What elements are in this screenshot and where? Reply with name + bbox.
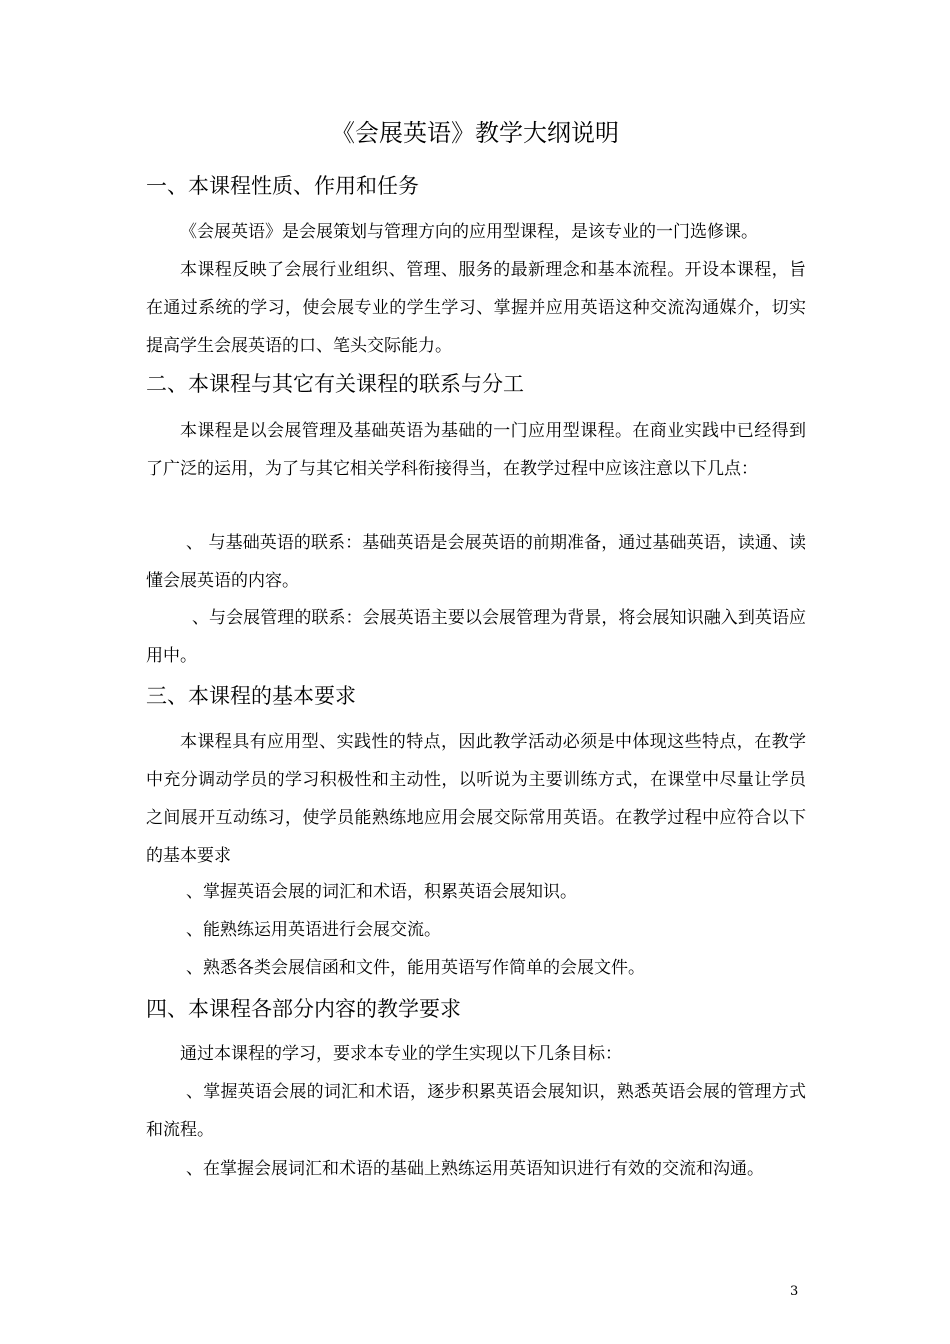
paragraph: 《会展英语》是会展策划与管理方向的应用型课程，是该专业的一门选修课。: [180, 222, 758, 242]
paragraph: 本课程是以会展管理及基础英语为基础的一门应用型课程。在商业实践中已经得到了广泛的运用，为了与其它相关学科衔接得当，在教学过程中应该注意以下几点：: [146, 421, 806, 479]
page-title: 《会展英语》教学大纲说明: [331, 119, 619, 147]
list-item: 、能熟练运用英语进行会展交流。: [186, 920, 441, 940]
page-number: 3: [790, 1284, 799, 1299]
section-heading-2: 二、本课程与其它有关课程的联系与分工: [146, 372, 524, 396]
list-item: 、 与基础英语的联系：基础英语是会展英语的前期准备，通过基础英语，读通、读懂会展英语的内容。: [146, 533, 806, 591]
list-item: 、与会展管理的联系：会展英语主要以会展管理为背景，将会展知识融入到英语应用中。: [146, 608, 806, 666]
section-heading-4: 四、本课程各部分内容的教学要求: [146, 997, 461, 1021]
paragraph: 通过本课程的学习，要求本专业的学生实现以下几条目标：: [180, 1044, 622, 1064]
list-item: 、在掌握会展词汇和术语的基础上熟练运用英语知识进行有效的交流和沟通。: [186, 1159, 764, 1179]
paragraph: 本课程反映了会展行业组织、管理、服务的最新理念和基本流程。开设本课程，旨在通过系统的学习，使会展专业的学生学习、掌握并应用英语这种交流沟通媒介，切实提高学生会展英语的口、笔头交际能力。: [146, 260, 806, 356]
list-item: 、掌握英语会展的词汇和术语，积累英语会展知识。: [186, 882, 577, 902]
list-item: 、熟悉各类会展信函和文件，能用英语写作简单的会展文件。: [186, 958, 645, 978]
section-heading-1: 一、本课程性质、作用和任务: [146, 174, 419, 198]
paragraph: 本课程具有应用型、实践性的特点，因此教学活动必须是中体现这些特点，在教学中充分调动学员的学习积极性和主动性，以听说为主要训练方式，在课堂中尽量让学员之间展开互动练习，使学员能熟练地应用会展交际常用英语。在教学过程中应符合以下的基本要求: [146, 732, 806, 866]
section-heading-3: 三、本课程的基本要求: [146, 684, 356, 708]
list-item: 、掌握英语会展的词汇和术语，逐步积累英语会展知识，熟悉英语会展的管理方式和流程。: [146, 1082, 806, 1140]
